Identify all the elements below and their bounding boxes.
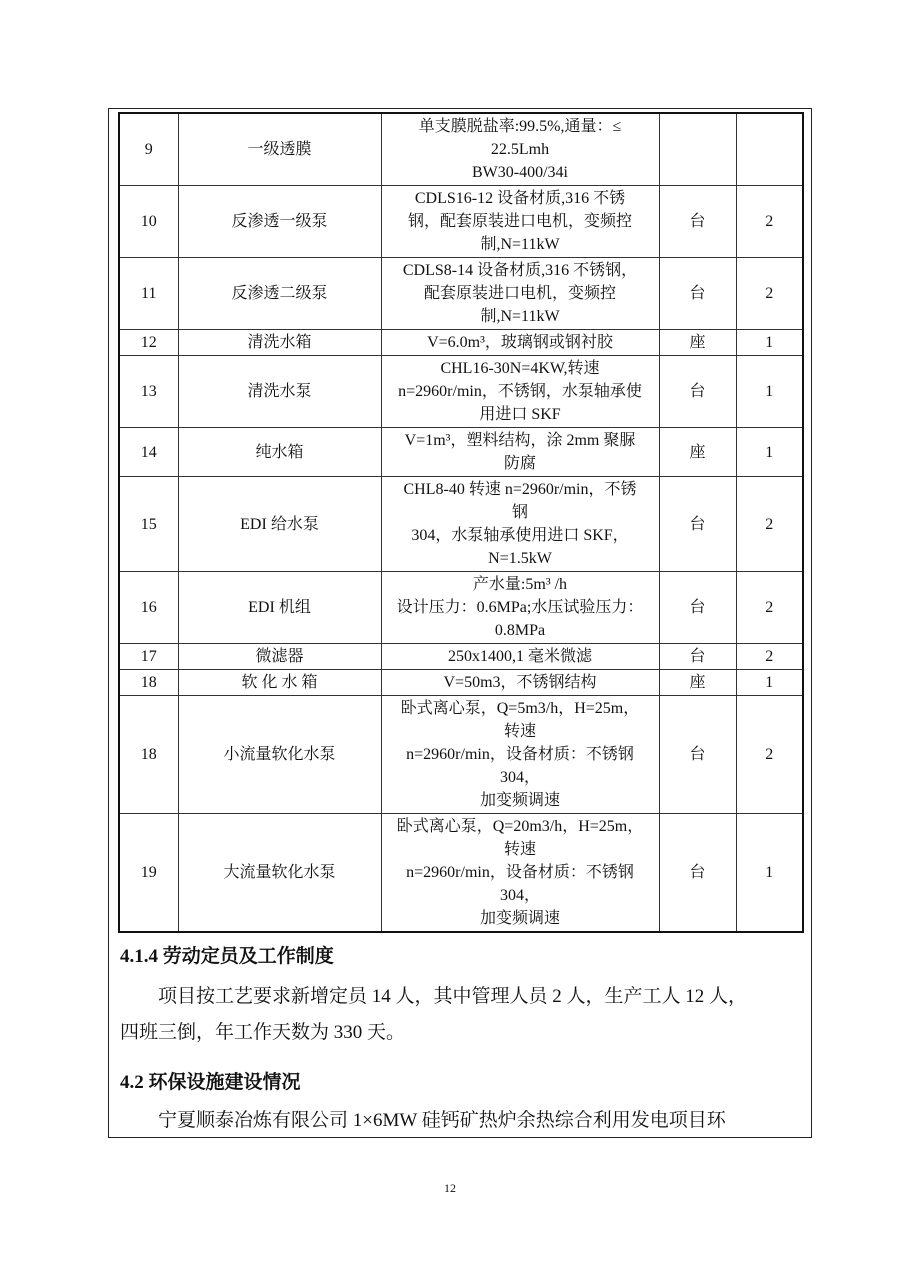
cell-unit: 台 [659,572,736,644]
table-row [119,186,803,258]
section-heading-4-2: 4.2 环保设施建设情况 [120,1072,301,1093]
staffing-paragraph-line1: 项目按工艺要求新增定员 14 人，其中管理人员 2 人，生产工人 12 人， [158,986,748,1007]
table-row [119,814,803,933]
cell-name: 清洗水箱 [178,330,381,356]
cell-qty: 1 [736,330,803,356]
cell-qty: 2 [736,258,803,330]
table-row [119,477,803,572]
cell-qty: 2 [736,644,803,670]
cell-name: EDI 机组 [178,572,381,644]
cell-no: 9 [119,113,178,186]
table-row [119,330,803,356]
table-row [119,670,803,696]
table-row [119,572,803,644]
cell-no: 17 [119,644,178,670]
cell-spec: CHL16-30N=4KW,转速 n=2960r/min，不锈钢，水泵轴承使 用进口 SKF [381,356,659,428]
cell-spec: CDLS16-12 设备材质,316 不锈 钢，配套原装进口电机，变频控 制,N=11kW [381,186,659,258]
cell-spec: 卧式离心泵，Q=5m3/h，H=25m， 转速 n=2960r/min，设备材质：不锈钢 304， 加变频调速 [381,696,659,814]
page-number: 12 [444,1181,456,1195]
table-row [119,696,803,814]
cell-qty: 2 [736,186,803,258]
staffing-paragraph-line2: 四班三倒，年工作天数为 330 天。 [120,1022,406,1043]
table-row [119,258,803,330]
cell-qty: 2 [736,572,803,644]
cell-name: 反渗透二级泵 [178,258,381,330]
env-paragraph-line1: 宁夏顺泰冶炼有限公司 1×6MW 硅钙矿热炉余热综合利用发电项目环 [158,1110,726,1131]
cell-qty: 1 [736,428,803,477]
cell-no: 11 [119,258,178,330]
cell-name: 大流量软化水泵 [178,814,381,933]
table-row [119,428,803,477]
cell-name: 软 化 水 箱 [178,670,381,696]
cell-no: 19 [119,814,178,933]
cell-unit: 台 [659,186,736,258]
cell-spec: 卧式离心泵，Q=20m3/h，H=25m， 转速 n=2960r/min，设备材质：不锈钢 304， 加变频调速 [381,814,659,933]
cell-name: 一级透膜 [178,113,381,186]
cell-spec: V=50m3，不锈钢结构 [381,670,659,696]
cell-no: 13 [119,356,178,428]
cell-qty: 1 [736,356,803,428]
cell-unit: 台 [659,258,736,330]
cell-name: 反渗透一级泵 [178,186,381,258]
table-row [119,113,803,186]
cell-unit: 台 [659,477,736,572]
cell-spec: 单支膜脱盐率:99.5%,通量：≤ 22.5Lmh BW30-400/34i [381,113,659,186]
cell-unit: 座 [659,670,736,696]
cell-name: 清洗水泵 [178,356,381,428]
table-row [119,356,803,428]
cell-no: 15 [119,477,178,572]
cell-unit [659,113,736,186]
cell-qty [736,113,803,186]
table-row [119,644,803,670]
cell-unit: 座 [659,428,736,477]
cell-no: 18 [119,696,178,814]
equipment-table-body [119,113,803,932]
cell-no: 16 [119,572,178,644]
section-heading-4-1-4: 4.1.4 劳动定员及工作制度 [120,946,334,967]
cell-spec: 250x1400,1 毫米微滤 [381,644,659,670]
cell-no: 14 [119,428,178,477]
cell-qty: 1 [736,670,803,696]
cell-spec: V=1m³，塑料结构，涂 2mm 聚脲 防腐 [381,428,659,477]
cell-no: 12 [119,330,178,356]
cell-spec: CDLS8-14 设备材质,316 不锈钢， 配套原装进口电机，变频控 制,N=11kW [381,258,659,330]
cell-name: EDI 给水泵 [178,477,381,572]
cell-name: 小流量软化水泵 [178,696,381,814]
cell-name: 纯水箱 [178,428,381,477]
cell-qty: 2 [736,477,803,572]
cell-spec: V=6.0m³，玻璃钢或钢衬胶 [381,330,659,356]
cell-unit: 台 [659,696,736,814]
cell-qty: 2 [736,696,803,814]
cell-unit: 台 [659,356,736,428]
cell-no: 10 [119,186,178,258]
cell-unit: 座 [659,330,736,356]
cell-name: 微滤器 [178,644,381,670]
cell-spec: 产水量:5m³ /h 设计压力：0.6MPa;水压试验压力： 0.8MPa [381,572,659,644]
equipment-table [118,112,804,933]
cell-no: 18 [119,670,178,696]
cell-spec: CHL8-40 转速 n=2960r/min，不锈 钢 304，水泵轴承使用进口 SKF， N=1.5kW [381,477,659,572]
cell-qty: 1 [736,814,803,933]
cell-unit: 台 [659,814,736,933]
cell-unit: 台 [659,644,736,670]
